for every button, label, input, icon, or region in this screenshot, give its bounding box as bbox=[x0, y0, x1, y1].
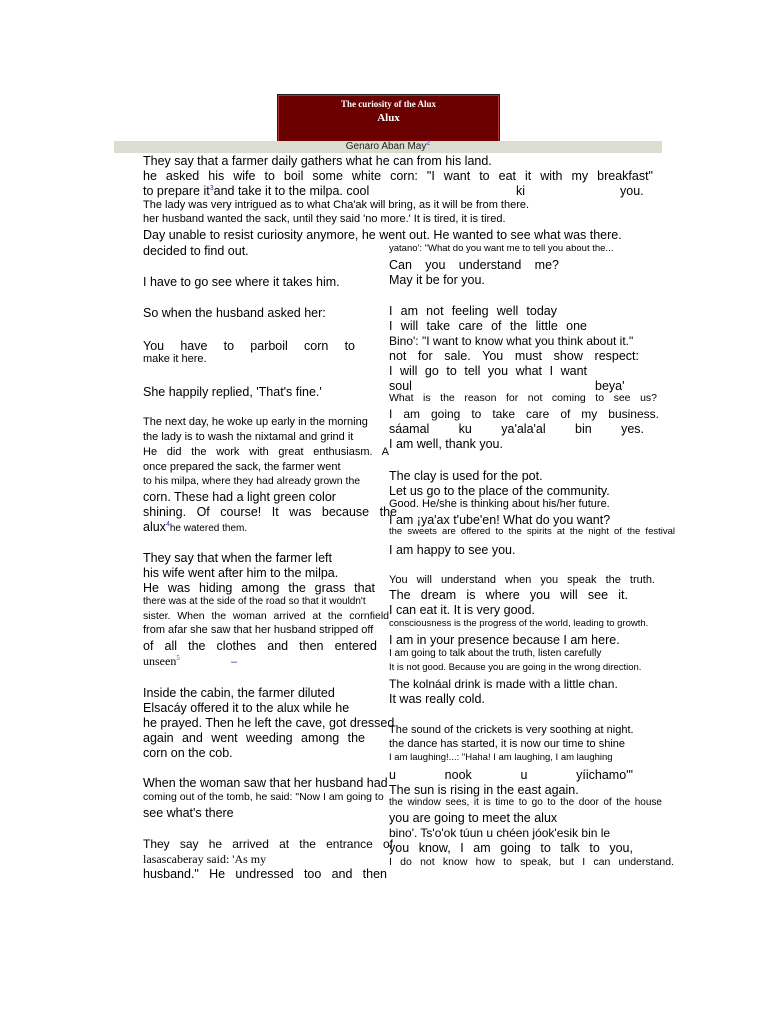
left-line: He was hiding among the grass that bbox=[143, 581, 375, 595]
left-line: there was at the side of the road so that it wouldn't bbox=[143, 596, 366, 607]
right-line: I will go to tell you what I want bbox=[389, 364, 587, 378]
left-line: husband." He undressed too and then bbox=[143, 867, 387, 881]
right-line: u nook u yíichamo'" bbox=[389, 768, 633, 782]
right-line: you know, I am going to talk to you, bbox=[389, 841, 633, 855]
left-line: The next day, he woke up early in the morning bbox=[143, 416, 368, 428]
right-line: soul bbox=[389, 379, 412, 393]
right-line: the window sees, it is time to go to the door of the house bbox=[389, 797, 662, 808]
left-line: Inside the cabin, the farmer diluted bbox=[143, 686, 335, 700]
right-line: yatano': "What do you want me to tell you about the... bbox=[389, 243, 614, 254]
right-line: I am going to talk about the truth, listen carefully bbox=[389, 648, 602, 659]
left-line: sister. When the woman arrived at the cornfield bbox=[143, 610, 389, 622]
footnote-link[interactable]: 4 bbox=[165, 520, 170, 528]
left-line: When the woman saw that her husband had bbox=[143, 776, 388, 790]
left-line: He did the work with great enthusiasm. A bbox=[143, 446, 389, 458]
right-line: consciousness is the progress of the world, leading to growth. bbox=[389, 618, 649, 629]
right-line: You will understand when you speak the truth. bbox=[389, 574, 655, 586]
left-line: to his milpa, where they had already grown the bbox=[143, 475, 361, 487]
left-line: shining. Of course! It was because the bbox=[143, 505, 397, 519]
right-line: I am well, thank you. bbox=[389, 437, 503, 451]
left-line: I have to go see where it takes him. bbox=[143, 275, 340, 289]
right-line: bino'. Ts'o'ok túun u chéen jóok'esik bin le bbox=[389, 826, 611, 840]
left-line: lasascaberay said: 'As my bbox=[143, 852, 267, 866]
right-line: The dream is where you will see it. bbox=[389, 588, 628, 602]
left-line: unseen$^5$ bbox=[143, 654, 180, 668]
right-line: I do not know how to speak, but I can understand. bbox=[389, 856, 674, 868]
right-line: The clay is used for the pot. bbox=[389, 469, 543, 483]
right-line: I can eat it. It is very good. bbox=[389, 603, 535, 617]
right-line: Bino': "I want to know what you think about it." bbox=[389, 334, 634, 348]
author-bar bbox=[114, 141, 662, 153]
left-line: So when the husband asked her: bbox=[143, 306, 326, 320]
left-line: They say that when the farmer left bbox=[143, 551, 332, 565]
right-line: beya' bbox=[595, 379, 625, 393]
right-line: It was really cold. bbox=[389, 692, 485, 706]
right-line: I am laughing!...: "Haha! I am laughing, I am laughing bbox=[389, 752, 613, 763]
right-line: I am in your presence because I am here. bbox=[389, 633, 620, 647]
left-line: again and went weeding among the bbox=[143, 731, 365, 745]
right-line: sáamal ku ya'ala'al bin yes. bbox=[389, 422, 644, 436]
left-line: he asked his wife to boil some white corn: "I want to eat it with my breakfast" bbox=[143, 169, 653, 183]
left-line: They say he arrived at the entrance of bbox=[143, 837, 393, 851]
left-line: from afar she saw that her husband stripped off bbox=[143, 624, 374, 636]
left-line: you. bbox=[620, 184, 644, 198]
right-line: Good. He/she is thinking about his/her future. bbox=[389, 498, 610, 510]
left-line: They say that a farmer daily gathers what he can from his land. bbox=[143, 154, 492, 168]
left-line: Day unable to resist curiosity anymore, he went out. He wanted to see what was there. bbox=[143, 228, 622, 242]
left-line: The lady was very intrigued as to what Cha'ak will bring, as it will be from there. bbox=[143, 199, 530, 211]
left-line: the lady is to wash the nixtamal and grind it bbox=[143, 431, 354, 443]
right-line: What is the reason for not coming to see us? bbox=[389, 392, 657, 404]
left-line: She happily replied, 'That's fine.' bbox=[143, 385, 322, 399]
right-line: The sun is rising in the east again. bbox=[389, 783, 579, 797]
left-line: his wife went after him to the milpa. bbox=[143, 566, 339, 580]
left-line: alux$^4$he watered them. bbox=[143, 520, 248, 534]
title-line-1: The curiosity of the Alux bbox=[340, 99, 436, 109]
right-line: The sound of the crickets is very soothing at night. bbox=[389, 724, 634, 736]
right-line: I am ¡ya'ax t'ube'en! What do you want? bbox=[389, 513, 611, 527]
left-line: coming out of the tomb, he said: "Now I am going to bbox=[143, 791, 384, 803]
author-name: Genaro Aban May bbox=[345, 141, 427, 152]
left-line: You have to parboil corn to bbox=[143, 339, 355, 353]
right-line: It is not good. Because you are going in the wrong direction. bbox=[389, 662, 642, 673]
left-line: Elsacáy offered it to the alux while he bbox=[143, 701, 350, 715]
right-line: not for sale. You must show respect: bbox=[389, 349, 639, 363]
right-line: I am going to take care of my business. bbox=[389, 407, 659, 421]
left-line: corn on the cob. bbox=[143, 746, 233, 760]
title-box bbox=[277, 94, 500, 143]
right-line: The kolnáal drink is made with a little chan. bbox=[389, 677, 618, 691]
left-line: to prepare $it^3and$ take it to the milpa. cool bbox=[143, 184, 370, 198]
footnote-link[interactable]: 5 bbox=[176, 654, 180, 662]
left-line: see what's there bbox=[143, 806, 234, 820]
right-line: the sweets are offered to the spirits at the night of the festival bbox=[389, 526, 675, 537]
right-line: Can you understand me? bbox=[389, 258, 559, 272]
right-line: you are going to meet the alux bbox=[389, 811, 558, 825]
author-footnote-link[interactable]: 2 bbox=[426, 139, 431, 147]
dash-mark: – bbox=[231, 656, 238, 668]
right-line: I am happy to see you. bbox=[389, 543, 516, 557]
left-line: once prepared the sack, the farmer went bbox=[143, 461, 341, 473]
footnote-link[interactable]: 3 bbox=[209, 184, 214, 192]
left-line: ki bbox=[516, 184, 526, 198]
left-line: her husband wanted the sack, until they said 'no more.' It is tired, it is tired. bbox=[143, 213, 506, 225]
left-line: of all the clothes and then entered bbox=[143, 639, 377, 653]
left-line: make it here. bbox=[143, 353, 207, 365]
left-line: corn. These had a light green color bbox=[143, 490, 336, 504]
right-line: the dance has started, it is now our time to shine bbox=[389, 738, 626, 750]
right-line: May it be for you. bbox=[389, 273, 485, 287]
left-line: decided to find out. bbox=[143, 244, 249, 258]
left-line: he prayed. Then he left the cave, got dressed bbox=[143, 716, 395, 730]
right-line: I am not feeling well today bbox=[389, 304, 557, 318]
right-line: I will take care of the little one bbox=[389, 319, 587, 333]
right-line: Let us go to the place of the community. bbox=[389, 484, 610, 498]
title-line-2: Alux bbox=[377, 112, 400, 124]
